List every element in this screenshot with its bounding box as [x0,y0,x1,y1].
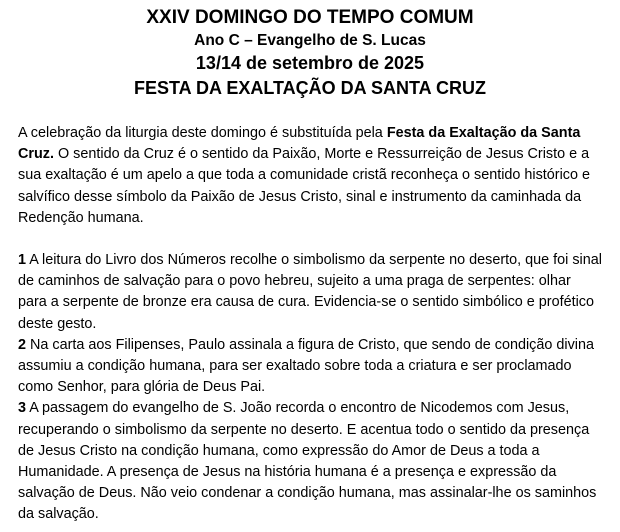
point-paragraph-2 [18,335,602,399]
page-subtitle: Ano C – Evangelho de S. Lucas [194,32,426,49]
intro-text-end: O sentido da Cruz é o sentido da Paixão, Morte e Ressurreição de Jesus Cristo e a sua exaltação é um apelo a que toda a comunidade cristã reconheça o sentido histórico e salvífico desse símbolo da Paixão de Jesus Cristo, sinal e instrumento da caminhada da Redenção humana. [18,146,590,226]
point-text: A leitura do Livro dos Números recolhe o simbolismo da serpente no deserto, que foi sinal de caminhos de salvação para o povo hebreu, sujeito a uma praga de serpentes: olhar para a serpente de bronze era causa de cura. Evidencia-se o sentido simbólico e profético deste gesto. [18,252,602,332]
point-number: 2 [18,336,27,353]
point-text: A passagem do evangelho de S. João recorda o encontro de Nicodemos com Jesus, recuperando o simbolismo da serpente no deserto. E acentua todo o sentido da presença de Jesus Cristo na condição humana, como expressão do Amor de Deus a toda a Humanidade. A presença de Jesus na história humana é a presença e expressão da salvação de Deus. Não veio condenar a condição humana, mas assinalar-lhe os saminhos da salvação. [18,400,597,523]
point-text: Na carta aos Filipenses, Paulo assinala a figura de Cristo, que sendo de condição divina assumiu a condição humana, para ser exaltado sobre toda a criatura e ser proclamado como Senhor, para glória de Deus Pai. [18,336,594,396]
intro-paragraph [18,123,602,229]
point-paragraph-1 [18,250,602,335]
page-title: XXIV DOMINGO DO TEMPO COMUM [146,7,474,28]
paragraph-spacer [18,229,602,250]
point-number: 3 [18,400,27,417]
intro-text-start: A celebração da liturgia deste domingo é substituída pela [18,125,387,141]
intro-bold-text: Festa da Exaltação da Santa Cruz. [18,125,581,163]
page-date: 13/14 de setembro de 2025 [195,53,425,73]
point-number: 1 [18,252,27,269]
point-paragraph-3 [18,398,602,525]
feast-title: FESTA DA EXALTAÇÃO DA SANTA CRUZ [134,78,486,98]
document-header [18,6,602,100]
